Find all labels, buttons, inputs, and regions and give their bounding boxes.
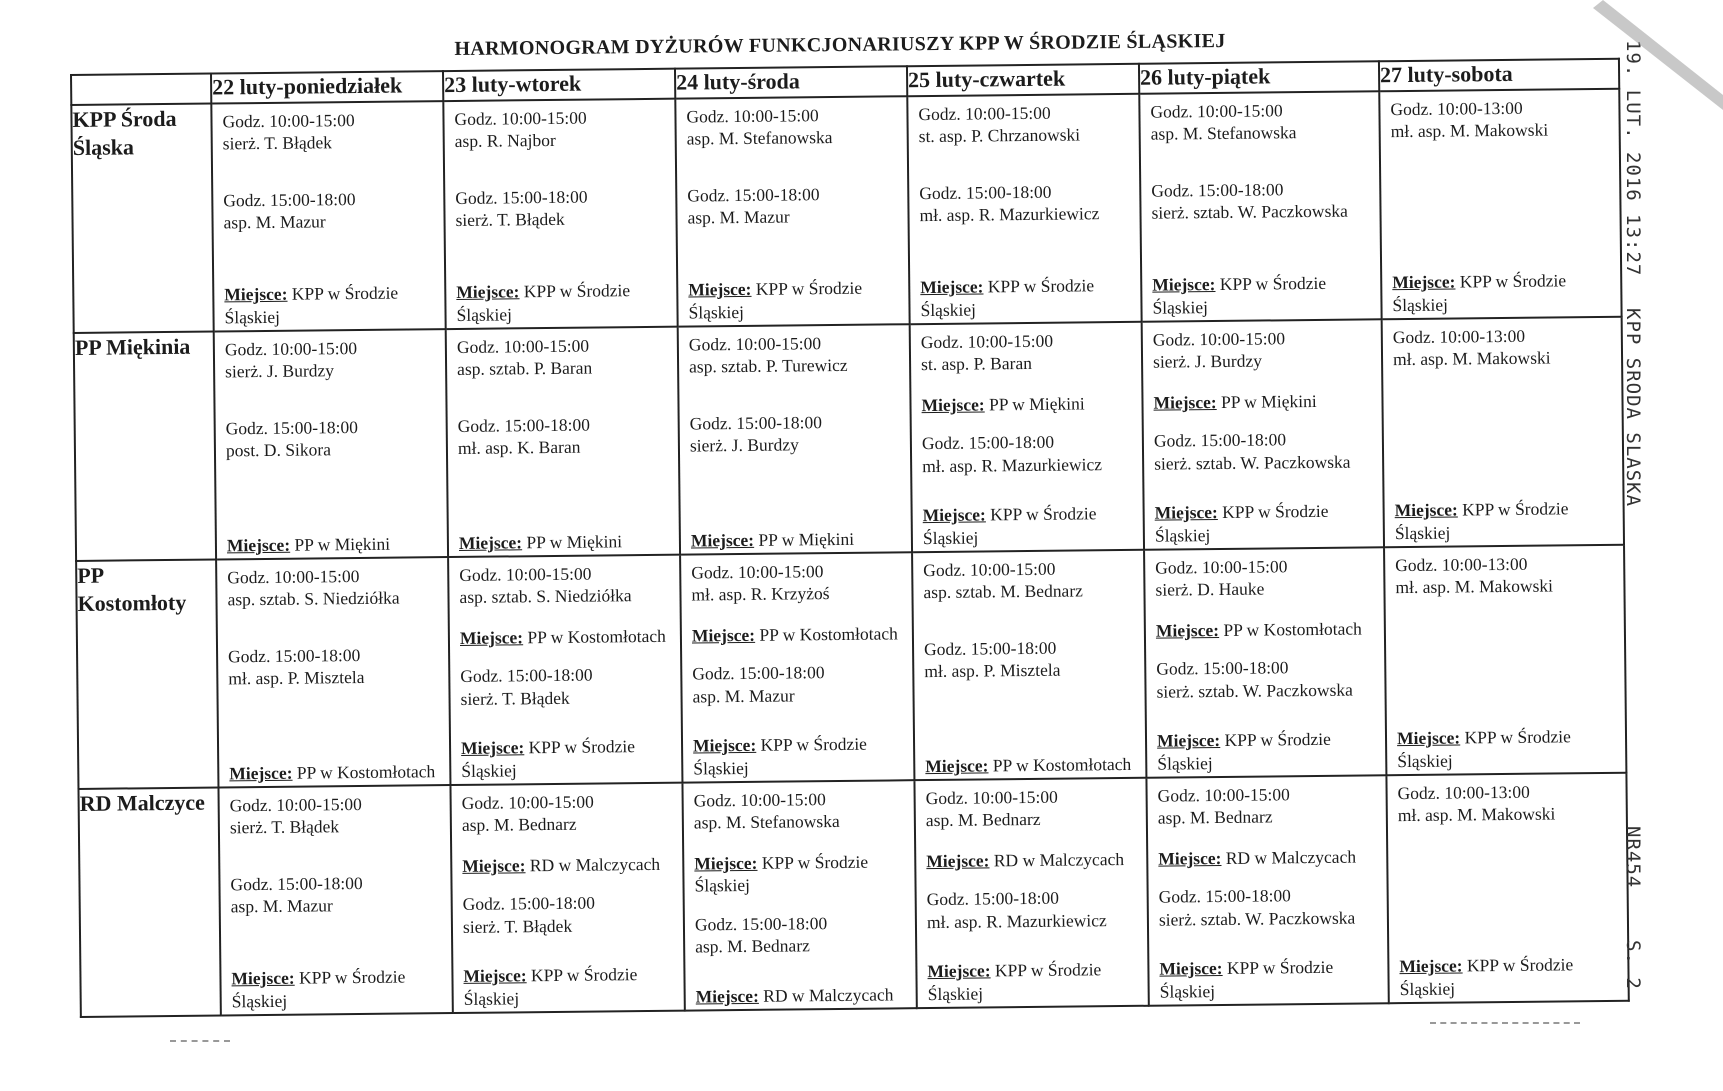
officer-name: sierż. T. Błądek bbox=[455, 208, 565, 231]
spacer bbox=[455, 151, 669, 187]
unit-row bbox=[76, 545, 1626, 789]
place-label: Miejsce: bbox=[460, 737, 525, 759]
officer-name: asp. M. Bednarz bbox=[695, 935, 810, 957]
place-value: PP w Kostomłotach bbox=[1223, 618, 1362, 640]
officer-name: mł. asp. K. Baran bbox=[457, 436, 581, 459]
place-line bbox=[1153, 389, 1375, 414]
officer-name: sierż. J. Burdzy bbox=[1152, 350, 1263, 373]
place-label: Miejsce: bbox=[925, 755, 989, 776]
spacer bbox=[687, 148, 901, 184]
schedule-cell bbox=[1146, 775, 1388, 1006]
place-line bbox=[462, 852, 676, 877]
officer-name: mł. asp. R. Mazurkiewicz bbox=[926, 909, 1107, 932]
cell-content bbox=[689, 331, 905, 551]
shift-time: Godz. 10:00-15:00 bbox=[686, 105, 819, 127]
day-header: 27 luty-sobota bbox=[1379, 59, 1619, 92]
spacer bbox=[228, 609, 442, 645]
fax-stamp bbox=[1618, 40, 1658, 1080]
shift-time: Godz. 15:00-18:00 bbox=[455, 186, 588, 208]
officer-name: sierż. T. Błądek bbox=[462, 915, 573, 937]
shift-time: Godz. 10:00-15:00 bbox=[222, 110, 355, 132]
place-value: KPP w Środzie Śląskiej bbox=[1154, 501, 1329, 546]
officer-name: sierż. T. Błądek bbox=[229, 816, 340, 838]
shift-time: Godz. 15:00-18:00 bbox=[223, 188, 356, 211]
place-line bbox=[460, 624, 674, 649]
place-label: Miejsce: bbox=[1399, 955, 1463, 977]
place-label: Miejsce: bbox=[229, 762, 293, 783]
cell-content bbox=[459, 562, 675, 782]
shift-time: Godz. 10:00-15:00 bbox=[454, 107, 587, 129]
place-line bbox=[229, 760, 443, 785]
place-value: KPP w Środzie Śląskiej bbox=[463, 964, 638, 1009]
place-line bbox=[1159, 956, 1381, 1003]
cell-content bbox=[691, 559, 907, 779]
place-label: Miejsce: bbox=[459, 627, 524, 648]
place-line bbox=[1157, 728, 1379, 775]
unit-row bbox=[71, 89, 1621, 333]
place-label: Miejsce: bbox=[1156, 730, 1221, 751]
shift-time: Godz. 15:00-18:00 bbox=[462, 892, 596, 915]
officer-name: asp. M. Bednarz bbox=[1157, 806, 1273, 829]
spacer bbox=[223, 153, 437, 189]
spacer bbox=[924, 602, 1138, 638]
shift-time: Godz. 15:00-18:00 bbox=[230, 872, 363, 895]
place-line bbox=[224, 281, 438, 328]
spacer bbox=[225, 381, 439, 417]
schedule-cell bbox=[446, 327, 680, 557]
shift-time: Godz. 10:00-15:00 bbox=[923, 558, 1056, 581]
shift-time: Godz. 10:00-15:00 bbox=[1157, 784, 1290, 806]
day-header: 22 luty-poniedziałek bbox=[211, 71, 443, 103]
shift-time: Godz. 15:00-18:00 bbox=[1156, 657, 1289, 679]
place-label: Miejsce: bbox=[695, 985, 759, 1007]
shift-time: Godz. 15:00-18:00 bbox=[687, 183, 820, 206]
scan-dash-line bbox=[1430, 1022, 1580, 1024]
place-value: KPP w Środzie Śląskiej bbox=[1399, 954, 1574, 999]
cell-content bbox=[1395, 552, 1619, 772]
fax-datetime: 19. LUT. 2016 13:27 bbox=[1622, 40, 1644, 277]
place-value: KPP w Środzie Śląskiej bbox=[922, 503, 1097, 548]
place-line bbox=[1395, 497, 1617, 544]
corner-cell bbox=[71, 74, 211, 105]
officer-name: asp. sztab. S. Niedziółka bbox=[459, 585, 632, 608]
place-line bbox=[921, 392, 1135, 417]
shift-time: Godz. 15:00-18:00 bbox=[460, 664, 593, 687]
place-value: KPP w Środzie Śląskiej bbox=[1157, 729, 1331, 774]
officer-name: asp. R. Najbor bbox=[454, 130, 556, 152]
shift-time: Godz. 10:00-15:00 bbox=[925, 786, 1058, 809]
officer-name: sierż. sztab. W. Paczkowska bbox=[1158, 907, 1356, 930]
place-label: Miejsce: bbox=[691, 624, 756, 646]
place-value: PP w Miękini bbox=[758, 528, 855, 550]
cell-content bbox=[694, 787, 910, 1007]
unit-name: RD Malczyce bbox=[78, 787, 220, 1016]
cell-content bbox=[227, 564, 443, 784]
place-line bbox=[692, 622, 906, 647]
place-line bbox=[459, 529, 673, 554]
spacer bbox=[230, 837, 444, 873]
schedule-cell bbox=[1386, 773, 1628, 1004]
day-header: 26 luty-piątek bbox=[1139, 61, 1379, 94]
spacer bbox=[919, 146, 1133, 182]
shift-time: Godz. 10:00-13:00 bbox=[1392, 325, 1526, 348]
place-line bbox=[1397, 725, 1619, 772]
schedule-cell bbox=[448, 555, 682, 785]
place-line bbox=[1155, 500, 1377, 547]
place-value: RD w Malczycach bbox=[993, 848, 1125, 871]
shift-time: Godz. 10:00-15:00 bbox=[688, 333, 822, 355]
place-line bbox=[227, 532, 441, 557]
spacer bbox=[689, 376, 903, 412]
cell-content bbox=[222, 108, 438, 328]
document-title: HARMONOGRAM DYŻURÓW FUNKCJONARIUSZY KPP W ŚRODZIE ŚLĄSKIEJ bbox=[454, 29, 1226, 61]
officer-name: st. asp. P. Baran bbox=[920, 353, 1033, 375]
place-value: PP w Miękini bbox=[526, 530, 623, 552]
schedule-cell bbox=[912, 550, 1146, 780]
place-line bbox=[456, 279, 670, 326]
officer-name: mł. asp. R. Krzyżoś bbox=[691, 583, 830, 605]
schedule-cell bbox=[675, 96, 909, 326]
officer-name: asp. M. Bednarz bbox=[461, 814, 577, 836]
place-line bbox=[1152, 272, 1374, 319]
officer-name: asp. M. Stefanowska bbox=[693, 811, 840, 833]
place-value: KPP w Środzie Śląskiej bbox=[1152, 273, 1327, 318]
place-value: KPP w Środzie Śląskiej bbox=[1159, 957, 1334, 1002]
schedule-cell bbox=[443, 99, 677, 329]
place-label: Miejsce: bbox=[688, 279, 752, 300]
schedule-cell bbox=[450, 783, 684, 1013]
cell-content bbox=[1158, 782, 1382, 1002]
schedule-cell bbox=[214, 329, 448, 559]
officer-name: post. D. Sikora bbox=[225, 439, 332, 461]
place-line bbox=[463, 963, 677, 1010]
shift-time: Godz. 15:00-18:00 bbox=[926, 887, 1060, 910]
cell-content bbox=[923, 557, 1139, 777]
schedule-cell bbox=[1139, 91, 1381, 322]
schedule-cell bbox=[907, 94, 1141, 324]
roster-body bbox=[71, 89, 1628, 1017]
officer-name: asp. M. Mazur bbox=[223, 211, 326, 233]
place-value: RD w Malczycach bbox=[529, 853, 661, 876]
shift-time: Godz. 10:00-15:00 bbox=[1155, 556, 1288, 578]
place-line bbox=[926, 848, 1140, 873]
place-line bbox=[920, 274, 1134, 321]
shift-time: Godz. 10:00-15:00 bbox=[229, 793, 362, 816]
place-value: PP w Kostomłotach bbox=[527, 625, 666, 648]
place-label: Miejsce: bbox=[1392, 271, 1456, 293]
place-label: Miejsce: bbox=[694, 852, 758, 874]
cell-content bbox=[457, 334, 673, 554]
officer-name: st. asp. P. Chrzanowski bbox=[918, 124, 1081, 147]
shift-time: Godz. 15:00-18:00 bbox=[921, 431, 1055, 454]
place-line bbox=[688, 277, 902, 324]
cell-content bbox=[462, 790, 678, 1010]
day-header: 25 luty-czwartek bbox=[907, 64, 1139, 96]
place-value: RD w Malczycach bbox=[1225, 846, 1357, 868]
shift-time: Godz. 15:00-18:00 bbox=[692, 662, 825, 684]
cell-content bbox=[1397, 780, 1621, 1000]
place-line bbox=[1399, 953, 1621, 1000]
unit-row bbox=[78, 773, 1628, 1017]
place-line bbox=[693, 732, 907, 779]
officer-name: asp. sztab. S. Niedziółka bbox=[227, 587, 400, 610]
officer-name: mł. asp. M. Makowski bbox=[1392, 347, 1551, 370]
officer-name: asp. M. Bednarz bbox=[925, 809, 1041, 831]
officer-name: sierż. sztab. W. Paczkowska bbox=[1154, 451, 1351, 474]
place-label: Miejsce: bbox=[1158, 847, 1222, 869]
shift-time: Godz. 15:00-18:00 bbox=[1153, 429, 1287, 451]
place-label: Miejsce: bbox=[1154, 502, 1218, 523]
officer-name: mł. asp. M. Makowski bbox=[1395, 575, 1554, 598]
schedule-cell bbox=[1142, 319, 1384, 550]
shift-time: Godz. 10:00-15:00 bbox=[456, 335, 590, 357]
place-value: PP w Kostomłotach bbox=[992, 753, 1132, 775]
place-value: KPP w Środzie Śląskiej bbox=[461, 736, 636, 781]
officer-name: mł. asp. M. Makowski bbox=[1390, 119, 1549, 142]
cell-content bbox=[918, 101, 1134, 321]
cell-content bbox=[225, 336, 441, 556]
place-label: Miejsce: bbox=[462, 855, 526, 876]
place-value: KPP w Środzie Śląskiej bbox=[1392, 270, 1567, 315]
place-value: KPP w Środzie Śląskiej bbox=[1394, 498, 1569, 543]
place-label: Miejsce: bbox=[458, 531, 523, 553]
shift-time: Godz. 15:00-18:00 bbox=[1151, 179, 1284, 201]
officer-name: sierż. T. Błądek bbox=[460, 687, 570, 709]
place-label: Miejsce: bbox=[922, 504, 986, 526]
cell-content bbox=[686, 103, 902, 323]
place-label: Miejsce: bbox=[1155, 619, 1220, 641]
place-label: Miejsce: bbox=[456, 281, 520, 303]
shift-time: Godz. 10:00-15:00 bbox=[461, 791, 594, 813]
place-label: Miejsce: bbox=[921, 394, 985, 415]
schedule-cell bbox=[682, 780, 916, 1010]
schedule-cell bbox=[211, 101, 445, 331]
shift-time: Godz. 10:00-15:00 bbox=[1152, 328, 1286, 350]
officer-name: asp. M. Stefanowska bbox=[686, 127, 833, 149]
place-value: KPP w Środzie Śląskiej bbox=[927, 959, 1102, 1004]
spacer bbox=[457, 379, 671, 415]
place-value: KPP w Środzie Śląskiej bbox=[693, 733, 868, 779]
place-label: Miejsce: bbox=[926, 850, 990, 871]
place-line bbox=[231, 965, 445, 1012]
officer-name: asp. M. Stefanowska bbox=[1150, 122, 1297, 145]
place-value: KPP w Środzie Śląskiej bbox=[688, 277, 863, 323]
cell-content bbox=[926, 785, 1142, 1005]
shift-time: Godz. 10:00-15:00 bbox=[693, 789, 826, 811]
officer-name: mł. asp. P. Misztela bbox=[228, 667, 365, 689]
officer-name: sierż. J. Burdzy bbox=[689, 434, 799, 456]
paper-corner-mark bbox=[1593, 0, 1723, 110]
place-value: KPP w Środzie Śląskiej bbox=[231, 966, 406, 1011]
place-value: PP w Miękini bbox=[988, 393, 1085, 415]
officer-name: sierż. sztab. W. Paczkowska bbox=[1151, 200, 1348, 223]
officer-name: sierż. J. Burdzy bbox=[225, 360, 335, 382]
place-label: Miejsce: bbox=[920, 276, 984, 298]
officer-name: asp. sztab. M. Bednarz bbox=[923, 580, 1083, 603]
fax-number: NR454 bbox=[1622, 826, 1644, 889]
officer-name: asp. sztab. P. Baran bbox=[457, 357, 593, 380]
place-line bbox=[927, 958, 1141, 1005]
officer-name: mł. asp. P. Misztela bbox=[924, 659, 1061, 682]
place-value: KPP w Środzie Śląskiej bbox=[456, 280, 631, 325]
place-label: Miejsce: bbox=[692, 735, 757, 756]
place-label: Miejsce: bbox=[927, 960, 991, 982]
unit-name: PP Miękinia bbox=[74, 332, 216, 561]
place-value: PP w Kostomłotach bbox=[759, 623, 898, 645]
day-header: 23 luty-wtorek bbox=[443, 69, 675, 101]
shift-time: Godz. 10:00-13:00 bbox=[1390, 97, 1523, 120]
place-label: Miejsce: bbox=[1396, 727, 1461, 749]
schedule-cell bbox=[678, 324, 912, 554]
place-line bbox=[461, 735, 675, 782]
place-value: KPP w Środzie Śląskiej bbox=[224, 282, 399, 328]
officer-name: mł. asp. R. Mazurkiewicz bbox=[922, 453, 1103, 476]
shift-time: Godz. 10:00-15:00 bbox=[920, 330, 1054, 353]
unit-row bbox=[74, 317, 1624, 561]
cell-content bbox=[230, 792, 446, 1012]
spacer bbox=[1151, 143, 1373, 179]
place-line bbox=[696, 983, 910, 1008]
schedule-cell bbox=[218, 785, 452, 1015]
place-line bbox=[1158, 845, 1380, 870]
schedule-cell bbox=[914, 778, 1148, 1008]
fax-page: S. 2 bbox=[1622, 940, 1644, 990]
place-label: Miejsce: bbox=[463, 965, 527, 987]
cell-content bbox=[1153, 326, 1377, 546]
schedule-cell bbox=[1379, 89, 1621, 320]
shift-time: Godz. 10:00-15:00 bbox=[691, 561, 824, 583]
schedule-cell bbox=[216, 557, 450, 787]
shift-time: Godz. 15:00-18:00 bbox=[689, 411, 823, 434]
place-value: RD w Malczycach bbox=[763, 984, 894, 1006]
shift-time: Godz. 15:00-18:00 bbox=[1158, 885, 1291, 907]
officer-name: sierż. sztab. W. Paczkowska bbox=[1156, 679, 1353, 702]
place-line bbox=[1156, 617, 1378, 642]
schedule-cell bbox=[1384, 545, 1626, 776]
officer-name: sierż. T. Błądek bbox=[222, 132, 333, 154]
cell-content bbox=[1155, 554, 1379, 774]
cell-content bbox=[921, 329, 1137, 549]
shift-time: Godz. 15:00-18:00 bbox=[228, 644, 361, 667]
place-value: KPP w Środzie Śląskiej bbox=[694, 851, 869, 896]
shift-time: Godz. 15:00-18:00 bbox=[225, 416, 359, 439]
place-label: Miejsce: bbox=[1159, 958, 1223, 979]
duty-roster-sheet bbox=[70, 58, 1628, 1018]
shift-time: Godz. 15:00-18:00 bbox=[457, 414, 591, 436]
officer-name: asp. M. Mazur bbox=[230, 895, 333, 917]
place-value: PP w Miękini bbox=[294, 533, 391, 555]
officer-name: asp. sztab. P. Turewicz bbox=[688, 355, 848, 377]
officer-name: mł. asp. M. Makowski bbox=[1397, 803, 1556, 826]
shift-time: Godz. 10:00-15:00 bbox=[227, 565, 360, 588]
schedule-cell bbox=[1144, 547, 1386, 778]
place-line bbox=[691, 527, 905, 552]
day-header: 24 luty-środa bbox=[675, 66, 907, 98]
shift-time: Godz. 10:00-15:00 bbox=[918, 102, 1051, 125]
place-label: Miejsce: bbox=[226, 534, 291, 555]
place-label: Miejsce: bbox=[224, 283, 288, 305]
shift-time: Godz. 15:00-18:00 bbox=[694, 912, 828, 935]
duty-roster-table bbox=[70, 58, 1630, 1018]
cell-content bbox=[454, 106, 670, 326]
place-value: PP w Kostomłotach bbox=[296, 760, 436, 783]
shift-time: Godz. 15:00-18:00 bbox=[919, 181, 1052, 203]
place-line bbox=[925, 752, 1139, 777]
place-value: KPP w Środzie Śląskiej bbox=[920, 275, 1095, 320]
fax-sender: KPP SRODA SLASKA bbox=[1622, 308, 1644, 508]
shift-time: Godz. 10:00-13:00 bbox=[1397, 781, 1530, 804]
shift-time: Godz. 10:00-15:00 bbox=[459, 563, 592, 585]
shift-time: Godz. 15:00-18:00 bbox=[923, 637, 1057, 659]
place-value: PP w Miękini bbox=[1220, 390, 1317, 412]
place-line bbox=[923, 502, 1137, 549]
officer-name: mł. asp. R. Mazurkiewicz bbox=[919, 203, 1100, 226]
schedule-cell bbox=[1382, 317, 1624, 548]
officer-name: sierż. D. Hauke bbox=[1155, 578, 1265, 601]
schedule-cell bbox=[910, 322, 1144, 552]
officer-name: asp. M. Mazur bbox=[692, 685, 795, 707]
cell-content bbox=[1393, 324, 1617, 544]
place-label: Miejsce: bbox=[1152, 274, 1216, 295]
place-label: Miejsce: bbox=[1153, 391, 1217, 413]
place-label: Miejsce: bbox=[690, 529, 755, 551]
place-label: Miejsce: bbox=[1394, 499, 1458, 521]
shift-time: Godz. 10:00-15:00 bbox=[1150, 100, 1283, 122]
place-line bbox=[694, 850, 908, 897]
officer-name: asp. M. Mazur bbox=[687, 206, 790, 228]
place-label: Miejsce: bbox=[231, 967, 295, 989]
place-value: KPP w Środzie Śląskiej bbox=[1397, 726, 1571, 771]
scan-dash-line bbox=[170, 1040, 230, 1042]
shift-time: Godz. 10:00-15:00 bbox=[224, 338, 358, 360]
unit-name: PP Kostomłoty bbox=[76, 559, 218, 788]
cell-content bbox=[1150, 98, 1374, 318]
shift-time: Godz. 10:00-13:00 bbox=[1395, 553, 1528, 576]
cell-content bbox=[1390, 96, 1614, 316]
schedule-cell bbox=[680, 552, 914, 782]
unit-name: KPP Środa Śląska bbox=[71, 104, 213, 333]
place-line bbox=[1392, 269, 1614, 316]
